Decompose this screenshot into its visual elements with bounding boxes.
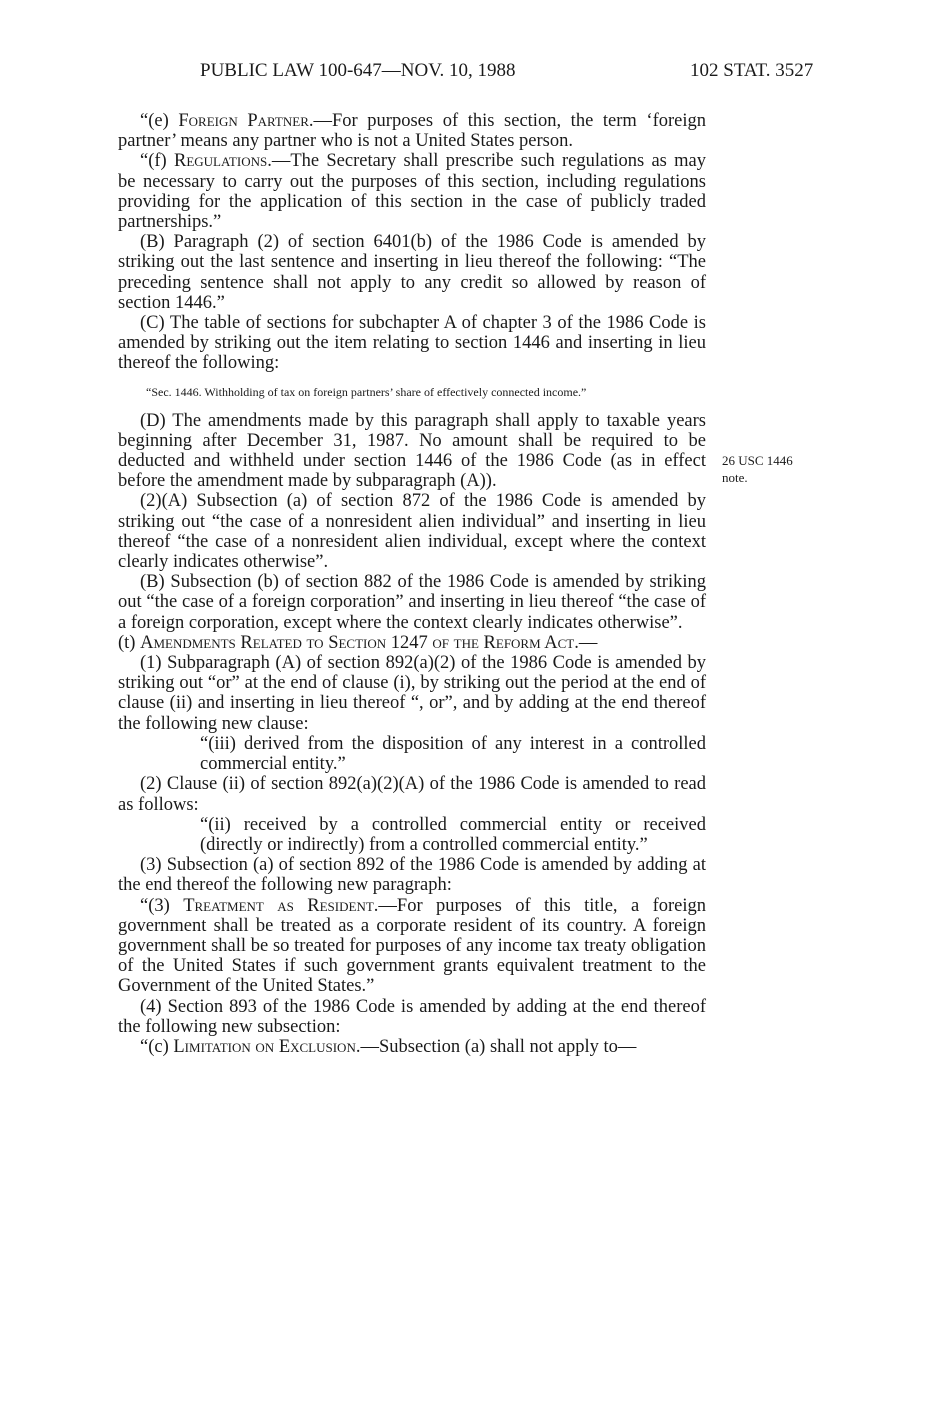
- header-title: PUBLIC LAW 100-647—NOV. 10, 1988: [200, 60, 516, 81]
- paragraph-e-text: —For purposes of this section, the term ‘foreign partner’ means any partner who is not a United States person.: [118, 111, 706, 152]
- margin-note: [722, 452, 793, 486]
- body-text: [118, 111, 706, 1057]
- header-stat-page: 102 STAT. 3527: [690, 60, 814, 81]
- page-header: [0, 60, 940, 90]
- paragraph-2a-872: (2)(A) Subsection (a) of section 872 of the 1986 Code is amended by striking out “the case of a nonresident alien individual” and inserting in lieu thereof “the case of a nonresident alien individual, except where the context clearly indicates otherwise”.: [118, 491, 706, 573]
- heading-foreign-partner: Foreign Partner.: [178, 111, 314, 131]
- subsection-t-dash: —: [578, 632, 598, 653]
- paragraph-c-open: “(c): [140, 1036, 174, 1057]
- paragraph-t2: (2) Clause (ii) of section 892(a)(2)(A) of the 1986 Code is amended to read as follows:: [118, 774, 706, 815]
- paragraph-2b-882: (B) Subsection (b) of section 882 of the 1986 Code is amended by striking out “the case of a foreign corporation” and inserting in lieu thereof “the case of a foreign corporation, except where the context clearly indicates otherwise”.: [118, 572, 706, 633]
- heading-regulations: Regulations.: [173, 151, 272, 172]
- subsection-t-open: (t): [118, 632, 141, 653]
- paragraph-r-text: —For purposes of this title, a foreign government shall be treated as a corporate resident of its country. A foreign government shall be so treated for purposes of any income tax treaty obligation of the United States if such government grants equivalent treatment to the Government of the United States.”: [118, 895, 707, 997]
- heading-amendments-1247: Amendments Related to Section 1247 of the Reform Act.: [140, 632, 579, 653]
- paragraph-c-limitation: [118, 1037, 706, 1057]
- paragraph-treatment-as-resident: [118, 896, 706, 997]
- paragraph-f-text: —The Secretary shall prescribe such regulations as may be necessary to carry out the purposes of this section, including regulations providing for the application of this section in the case of publicly traded partnerships.”: [118, 151, 707, 233]
- paragraph-c-text: —Subsection (a) shall not apply to—: [360, 1036, 637, 1057]
- paragraph-b-6401: (B) Paragraph (2) of section 6401(b) of the 1986 Code is amended by striking out the last sentence and inserting in lieu thereof the following: “The preceding sentence shall not apply to any credit so allowed by reason of section 1446.”: [118, 232, 706, 313]
- margin-note-label: note.: [722, 470, 748, 485]
- heading-limitation-on-exclusion: Limitation on Exclusion.: [173, 1036, 361, 1057]
- quoted-clause-ii: “(ii) received by a controlled commercial entity or received (directly or indirectly) from a controlled commercial entity.”: [200, 814, 706, 855]
- paragraph-t4: (4) Section 893 of the 1986 Code is amended by adding at the end thereof the following new subsection:: [118, 996, 706, 1037]
- paragraph-e-foreign-partner: [118, 111, 706, 151]
- paragraph-r-open: “(3): [140, 895, 184, 916]
- paragraph-t3: (3) Subsection (a) of section 892 of the 1986 Code is amended by adding at the end thereof the following new paragraph:: [118, 855, 706, 896]
- paragraph-e-open: “(e): [140, 111, 179, 131]
- paragraph-f-open: “(f): [140, 151, 174, 172]
- table-of-sections-entry: “Sec. 1446. Withholding of tax on foreign partners’ share of effectively connected income.”: [146, 384, 587, 399]
- paragraph-t1: (1) Subparagraph (A) of section 892(a)(2) of the 1986 Code is amended by striking out “or” at the end of clause (i), by striking out the period at the end of clause (ii) and inserting in lieu thereof “, or”, and by adding at the end thereof the following new clause:: [118, 653, 706, 734]
- heading-treatment-as-resident: Treatment as Resident.: [183, 895, 379, 916]
- quoted-clause-iii: “(iii) derived from the disposition of any interest in a controlled commercial entity.”: [200, 733, 706, 775]
- margin-note-citation: 26 USC 1446: [722, 453, 793, 468]
- subsection-t-heading: [118, 633, 706, 653]
- paragraph-d-effective-date: (D) The amendments made by this paragraph shall apply to taxable years beginning after December 31, 1987. No amount shall be required to be deducted and withheld under section 1446 of the 1986 Code (as in effect before the amendment made by subparagraph (A)).: [118, 410, 706, 492]
- paragraph-f-regulations: [118, 151, 706, 232]
- paragraph-c-table: (C) The table of sections for subchapter A of chapter 3 of the 1986 Code is amended by striking out the item relating to section 1446 and inserting in lieu thereof the following:: [118, 313, 706, 374]
